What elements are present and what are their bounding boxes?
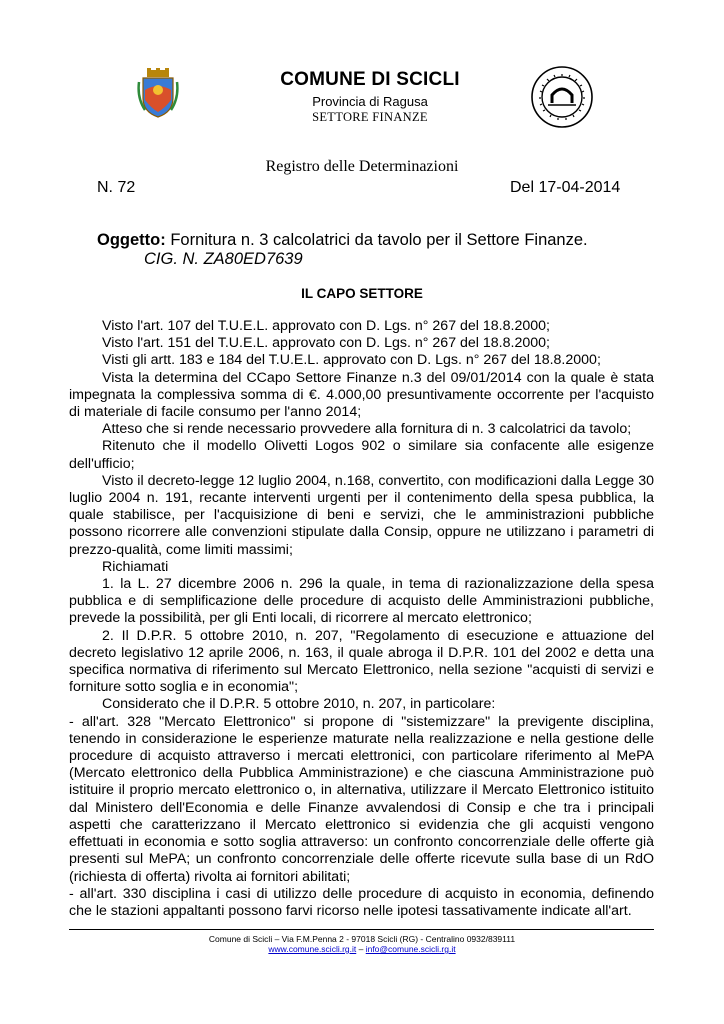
province-label: Provincia di Ragusa xyxy=(312,94,428,109)
footer-separator: – xyxy=(356,944,366,954)
registry-heading: Registro delle Determinazioni xyxy=(265,158,459,175)
unesco-world-heritage-icon xyxy=(530,65,594,129)
paragraph: Visto il decreto-legge 12 luglio 2004, n.168, convertito, con modificazioni dalla Legge 30 luglio 2004 n. 191, recante interventi urgenti per il contenimento della spesa pubblica, la quale stabilisce, per l'acquisizione di beni e servizi, che le amministrazioni pubbliche possono ricorrere alle convenzioni stipulate dalla Consip, oppure ne utilizzano i parametri di prezzo-qualità, come limiti massimi; xyxy=(69,472,654,558)
municipality-title: COMUNE DI SCICLI xyxy=(280,69,460,90)
determination-date: Del 17-04-2014 xyxy=(510,179,621,196)
subject-line xyxy=(97,231,588,250)
email-link[interactable]: info@comune.scicli.rg.it xyxy=(365,944,456,954)
paragraph: 2. Il D.P.R. 5 ottobre 2010, n. 207, "Regolamento di esecuzione e attuazione del decreto legislativo 12 aprile 2006, n. 163, il quale abroga il D.P.R. 101 del 2002 e detta una specifica normativa di riferimento sul Mercato Elettronico, nella sezione "acquisti di servizi e forniture sotto soglia e in economia"; xyxy=(69,627,654,696)
paragraph: - all'art. 328 "Mercato Elettronico" si propone di "sistemizzare" la previgente disciplina, tenendo in considerazione le esperienze maturate nella realizzazione e nella gestione delle procedure di acquisto attraverso i mercati elettronici, con particolare riferimento al MePA (Mercato elettronico della Pubblica Amministrazione) e che ciascuna Amministrazione può istituire il proprio mercato elettronico o, in alternativa, utilizzare il Mercato Elettronico istituito dal Ministero dell'Economia e delle Finanze avvalendosi di Consip e che tra i principali aspetti che caratterizzano il Mercato elettronico si evidenzia che gli acquisti vengono effettuati in economia e sotto soglia attraverso: un confronto concorrenziale delle offerte già presenti sul MePA; un confronto concorrenziale delle offerte ricevute sulla base di un RdO (richiesta di offerta) rivolta ai fornitori abilitati; xyxy=(69,713,654,885)
paragraph: Vista la determina del CCapo Settore Finanze n.3 del 09/01/2014 con la quale è stata impegnata la complessiva somma di €. 4.000,00 presuntivamente occorrente per l'acquisto di materiale di facile consumo per l'anno 2014; xyxy=(69,369,654,421)
paragraph: Atteso che si rende necessario provvedere alla fornitura di n. 3 calcolatrici da tavolo; xyxy=(102,421,632,438)
paragraph: Visto l'art. 151 del T.U.E.L. approvato con D. Lgs. n° 267 del 18.8.2000; xyxy=(102,335,550,352)
footer-links xyxy=(0,944,724,954)
paragraph: - all'art. 330 disciplina i casi di utilizzo delle procedure di acquisto in economia, definendo che le stazioni appaltanti possono farvi ricorso nelle ipotesi tassativamente indicate all'art. xyxy=(69,885,654,919)
paragraph: Richiamati xyxy=(102,558,169,575)
subject-text: Fornitura n. 3 calcolatrici da tavolo per il Settore Finanze. xyxy=(165,231,588,249)
paragraph: Ritenuto che il modello Olivetti Logos 902 o similare sia confacente alle esigenze dell'ufficio; xyxy=(69,438,654,472)
document-body xyxy=(69,318,654,920)
subject-label: Oggetto: xyxy=(97,231,166,249)
paragraph: Visti gli artt. 183 e 184 del T.U.E.L. approvato con D. Lgs. n° 267 del 18.8.2000; xyxy=(102,352,601,369)
paragraph: Considerato che il D.P.R. 5 ottobre 2010, n. 207, in particolare: xyxy=(102,696,496,713)
sector-label: SETTORE FINANZE xyxy=(312,110,428,124)
paragraph: 1. la L. 27 dicembre 2006 n. 296 la quale, in tema di razionalizzazione della spesa pubblica e di semplificazione delle procedure di acquisto delle Amministrazioni pubbliche, prevede la possibilità, per gli Enti locali, di ricorrere al mercato elettronico; xyxy=(69,576,654,627)
cig-number: CIG. N. ZA80ED7639 xyxy=(144,250,303,268)
section-heading: IL CAPO SETTORE xyxy=(301,286,423,301)
paragraph: Visto l'art. 107 del T.U.E.L. approvato con D. Lgs. n° 267 del 18.8.2000; xyxy=(102,318,550,334)
footer-address: Comune di Scicli – Via F.M.Penna 2 - 97018 Scicli (RG) - Centralino 0932/839111 xyxy=(208,934,516,944)
website-link[interactable]: www.comune.scicli.rg.it xyxy=(268,944,357,954)
determination-number: N. 72 xyxy=(97,179,136,196)
footer-divider xyxy=(69,929,654,930)
coat-of-arms-icon xyxy=(137,68,179,118)
